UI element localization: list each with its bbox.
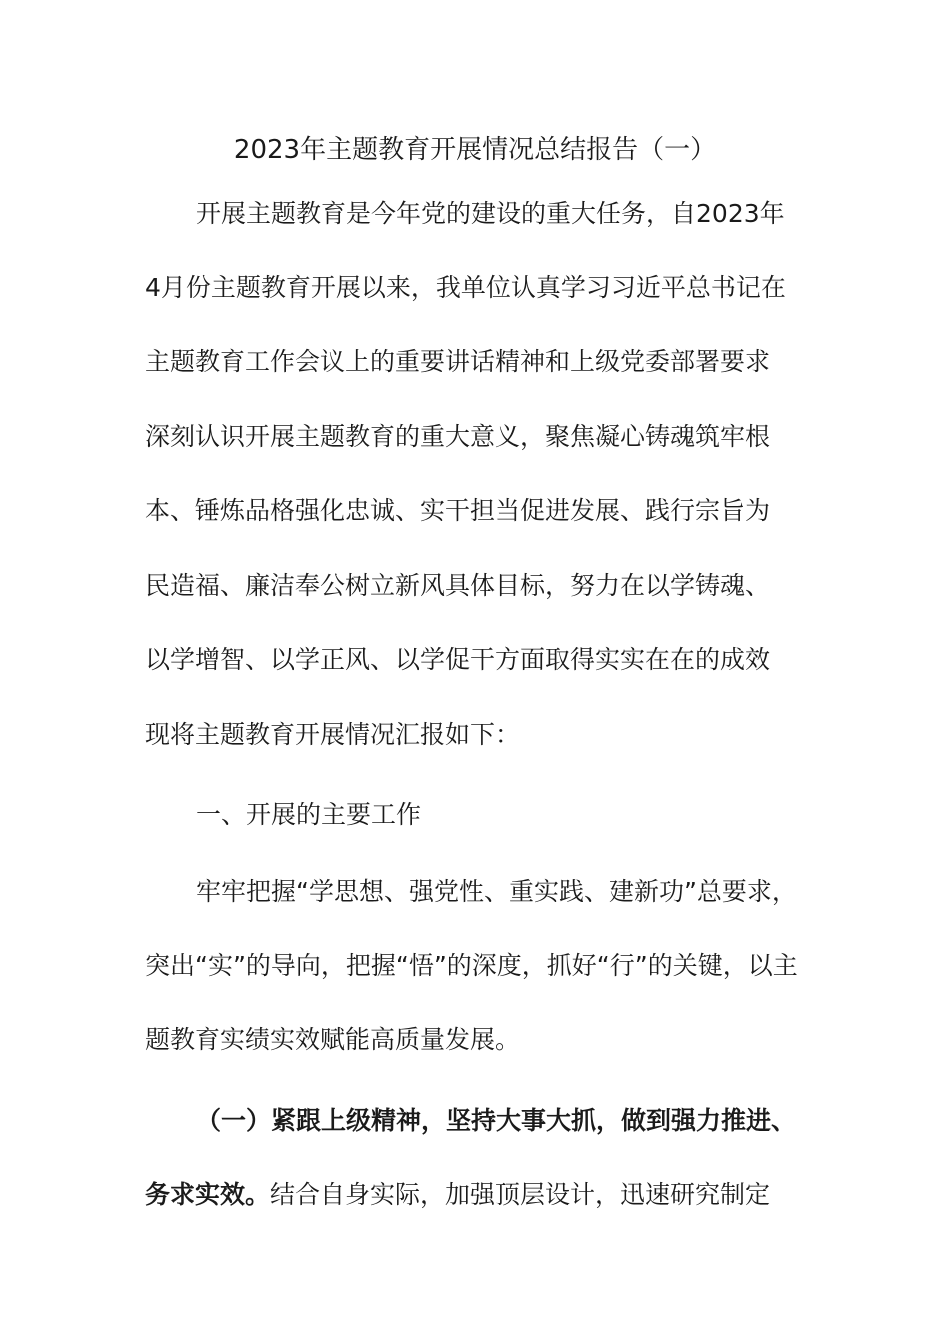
subsection-body: 结合自身实际，加强顶层设计，迅速研究制定 (270, 1180, 771, 1209)
subsection-line-2 (145, 1175, 815, 1215)
intro-line-7: 以学增智、以学正风、以学促干方面取得实实在在的成效 (145, 645, 771, 674)
intro-line-5: 本、锤炼品格强化忠诚、实干担当促进发展、践行宗旨为 (145, 496, 771, 525)
intro-line-1: 开展主题教育是今年党的建设的重大任务，自2023年 (196, 199, 785, 228)
section-line-1: 牢牢把握“学思想、强党性、重实践、建新功”总要求， (196, 877, 797, 906)
intro-line-4: 深刻认识开展主题教育的重大意义，聚焦凝心铸魂筑牢根 (145, 422, 771, 451)
intro-line-8: 现将主题教育开展情况汇报如下： (145, 720, 521, 749)
intro-line-2: 4月份主题教育开展以来，我单位认真学习习近平总书记在 (145, 273, 786, 302)
section-heading: 一、开展的主要工作 (196, 800, 422, 829)
subsection-heading-tail: 务求实效。 (145, 1180, 271, 1209)
intro-line-3: 主题教育工作会议上的重要讲话精神和上级党委部署要求 (145, 347, 771, 376)
section-line-3: 题教育实绩实效赋能高质量发展。 (145, 1025, 521, 1054)
section-line-2: 突出“实”的导向，把握“悟”的深度，抓好“行”的关键，以主 (145, 951, 798, 980)
intro-line-6: 民造福、廉洁奉公树立新风具体目标，努力在以学铸魂、 (145, 571, 771, 600)
document-title: 2023年主题教育开展情况总结报告（一） (233, 135, 717, 165)
subsection-heading: （一）紧跟上级精神，坚持大事大抓，做到强力推进、 (196, 1106, 797, 1135)
